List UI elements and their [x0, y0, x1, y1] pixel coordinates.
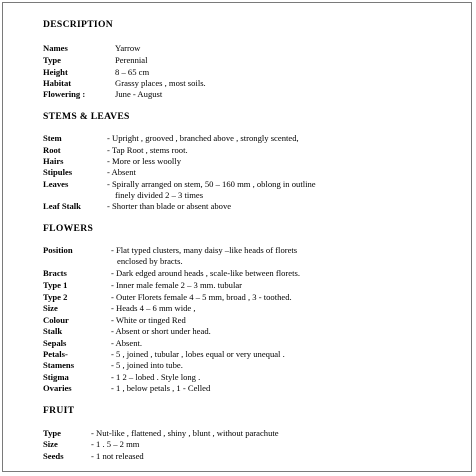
row-value: - Heads 4 – 6 mm wide , [111, 303, 196, 313]
row-value: - 1 . 5 – 2 mm [91, 439, 140, 449]
row-label: Stamens [43, 360, 75, 370]
row-value: - 5 , joined , tubular , lobes equal or very unequal . [111, 349, 285, 359]
row-label: Type 1 [43, 280, 68, 290]
row-label: Hairs [43, 156, 64, 166]
row-value: - 1 , below petals , 1 - Celled [111, 383, 211, 393]
row-value: Yarrow [115, 43, 141, 53]
row-label: Size [43, 439, 58, 449]
row-label: Seeds [43, 451, 64, 461]
row-value: Grassy places , most soils. [115, 78, 206, 88]
row-value: - Upright , grooved , branched above , strongly scented, [107, 133, 299, 143]
row-value: - White or tinged Red [111, 315, 186, 325]
row-value: - Shorter than blade or absent above [107, 201, 232, 211]
section-heading-fruit: FRUIT [43, 405, 75, 416]
row-value-continued: finely divided 2 – 3 times [115, 190, 204, 200]
row-value-continued: enclosed by bracts. [117, 256, 183, 266]
row-label: Height [43, 67, 68, 77]
row-value: Perennial [115, 55, 148, 65]
row-label: Leaf Stalk [43, 201, 81, 211]
row-label: Type 2 [43, 292, 68, 302]
row-value: - More or less woolly [107, 156, 181, 166]
page-frame [2, 2, 472, 472]
row-label: Stigma [43, 372, 69, 382]
row-value: - Spirally arranged on stem, 50 – 160 mm , oblong in outline [107, 179, 316, 189]
section-heading-stems-leaves: STEMS & LEAVES [43, 111, 130, 122]
row-label: Leaves [43, 179, 69, 189]
row-label: Names [43, 43, 68, 53]
row-label: Bracts [43, 268, 67, 278]
row-value: 8 – 65 cm [115, 67, 150, 77]
section-heading-flowers: FLOWERS [43, 223, 94, 234]
row-label: Root [43, 145, 61, 155]
row-value: - Absent or short under head. [111, 326, 211, 336]
row-value: - 1 2 – lobed . Style long . [111, 372, 201, 382]
row-value: - Inner male female 2 – 3 mm. tubular [111, 280, 243, 290]
row-label: Colour [43, 315, 69, 325]
row-label: Type [43, 55, 61, 65]
row-value: - 1 not released [91, 451, 144, 461]
row-label: Stem [43, 133, 62, 143]
row-label: Type [43, 428, 61, 438]
row-value: - Nut-like , flattened , shiny , blunt , without parachute [91, 428, 279, 438]
row-value: June - August [115, 89, 163, 99]
row-label: Size [43, 303, 58, 313]
row-label: Ovaries [43, 383, 72, 393]
row-label: Stalk [43, 326, 63, 336]
row-value: - Absent [107, 167, 136, 177]
row-label: Stipules [43, 167, 73, 177]
row-value: - Tap Root , stems root. [107, 145, 188, 155]
row-label: Sepals [43, 338, 67, 348]
row-value: - 5 , joined into tube. [111, 360, 183, 370]
section-heading-description: DESCRIPTION [43, 19, 113, 30]
row-label: Petals- [43, 349, 68, 359]
row-value: - Absent. [111, 338, 143, 348]
row-value: - Flat typed clusters, many daisy –like heads of florets [111, 245, 298, 255]
row-value: - Dark edged around heads , scale-like between florets. [111, 268, 300, 278]
row-label: Flowering : [43, 89, 86, 99]
row-label: Habitat [43, 78, 72, 88]
row-label: Position [43, 245, 73, 255]
row-value: - Outer Florets female 4 – 5 mm, broad , 3 - toothed. [111, 292, 292, 302]
